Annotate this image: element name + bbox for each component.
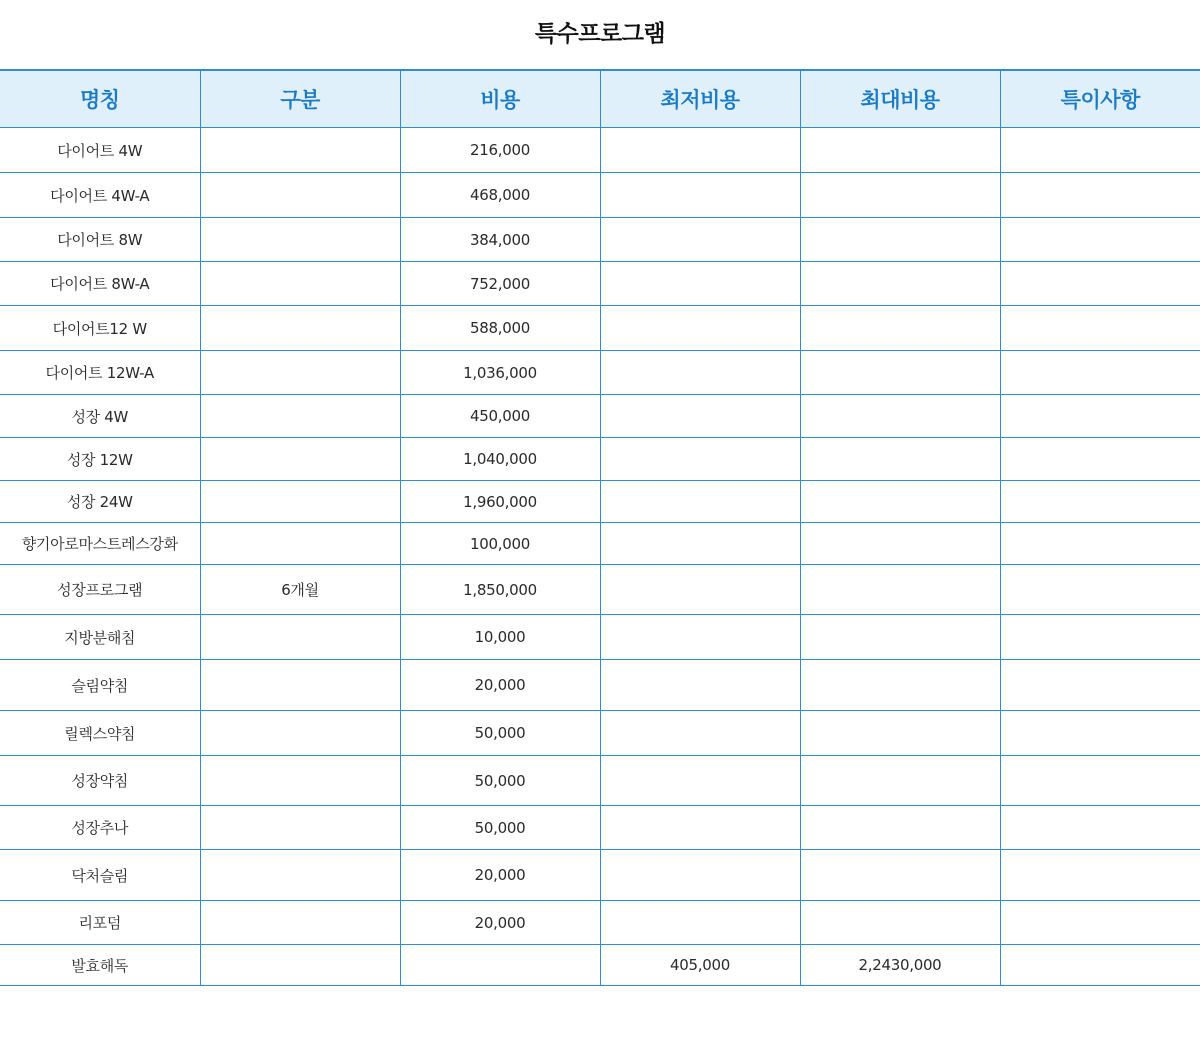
cell-name: 지방분해침 xyxy=(0,615,200,660)
cell-notes xyxy=(1000,523,1200,565)
cell-category xyxy=(200,615,400,660)
cell-name: 릴렉스약침 xyxy=(0,711,200,756)
cell-min-cost xyxy=(600,850,800,901)
table-row xyxy=(0,901,1200,945)
cell-notes xyxy=(1000,945,1200,986)
cell-name: 다이어트 8W xyxy=(0,218,200,262)
cell-max-cost: 2,2430,000 xyxy=(800,945,1000,986)
cell-cost: 100,000 xyxy=(400,523,600,565)
cell-cost: 752,000 xyxy=(400,262,600,306)
cell-min-cost xyxy=(600,565,800,615)
cell-min-cost xyxy=(600,901,800,945)
cell-notes xyxy=(1000,351,1200,395)
cell-category: 6개월 xyxy=(200,565,400,615)
cell-cost: 50,000 xyxy=(400,711,600,756)
cell-name: 성장추나 xyxy=(0,806,200,850)
cell-min-cost xyxy=(600,218,800,262)
cell-max-cost xyxy=(800,806,1000,850)
cell-cost: 1,850,000 xyxy=(400,565,600,615)
table-row xyxy=(0,351,1200,395)
cell-cost: 468,000 xyxy=(400,173,600,218)
cell-max-cost xyxy=(800,615,1000,660)
cell-category xyxy=(200,481,400,523)
cell-name: 향기아로마스트레스강화 xyxy=(0,523,200,565)
cell-max-cost xyxy=(800,351,1000,395)
cell-category xyxy=(200,660,400,711)
cell-name: 슬림약침 xyxy=(0,660,200,711)
cell-name: 다이어트 4W-A xyxy=(0,173,200,218)
cell-cost: 20,000 xyxy=(400,850,600,901)
table-row xyxy=(0,128,1200,173)
cell-min-cost xyxy=(600,173,800,218)
cell-cost: 450,000 xyxy=(400,395,600,438)
table-row xyxy=(0,523,1200,565)
cell-name: 다이어트 12W-A xyxy=(0,351,200,395)
cell-name: 성장 24W xyxy=(0,481,200,523)
cell-category xyxy=(200,173,400,218)
table-row xyxy=(0,306,1200,351)
cell-category xyxy=(200,945,400,986)
cell-min-cost xyxy=(600,481,800,523)
cell-notes xyxy=(1000,262,1200,306)
cell-notes xyxy=(1000,850,1200,901)
cell-notes xyxy=(1000,806,1200,850)
cell-min-cost xyxy=(600,262,800,306)
cell-name: 리포덤 xyxy=(0,901,200,945)
table-row xyxy=(0,945,1200,986)
cell-max-cost xyxy=(800,128,1000,173)
cell-cost xyxy=(400,945,600,986)
cell-cost: 1,960,000 xyxy=(400,481,600,523)
cell-category xyxy=(200,756,400,806)
cell-name: 성장 12W xyxy=(0,438,200,481)
table-row xyxy=(0,395,1200,438)
cell-name: 발효해독 xyxy=(0,945,200,986)
page-title: 특수프로그램 xyxy=(534,21,666,47)
cell-max-cost xyxy=(800,481,1000,523)
table-row xyxy=(0,481,1200,523)
cell-min-cost xyxy=(600,615,800,660)
header-notes: 특이사항 xyxy=(1000,70,1200,128)
table-header-row xyxy=(0,70,1200,128)
header-max-cost: 최대비용 xyxy=(800,70,1000,128)
cell-cost: 216,000 xyxy=(400,128,600,173)
cell-max-cost xyxy=(800,901,1000,945)
cell-min-cost: 405,000 xyxy=(600,945,800,986)
cell-notes xyxy=(1000,615,1200,660)
cell-notes xyxy=(1000,128,1200,173)
header-cost: 비용 xyxy=(400,70,600,128)
header-category: 구분 xyxy=(200,70,400,128)
table-row xyxy=(0,806,1200,850)
cell-category xyxy=(200,128,400,173)
cell-notes xyxy=(1000,756,1200,806)
cell-min-cost xyxy=(600,438,800,481)
cell-notes xyxy=(1000,711,1200,756)
cell-min-cost xyxy=(600,395,800,438)
cell-max-cost xyxy=(800,523,1000,565)
cell-min-cost xyxy=(600,351,800,395)
cell-min-cost xyxy=(600,711,800,756)
cell-notes xyxy=(1000,306,1200,351)
cell-max-cost xyxy=(800,262,1000,306)
cell-notes xyxy=(1000,395,1200,438)
cell-max-cost xyxy=(800,850,1000,901)
cell-max-cost xyxy=(800,438,1000,481)
price-table xyxy=(0,69,1200,986)
cell-category xyxy=(200,711,400,756)
cell-max-cost xyxy=(800,173,1000,218)
cell-min-cost xyxy=(600,306,800,351)
cell-category xyxy=(200,438,400,481)
cell-min-cost xyxy=(600,660,800,711)
cell-cost: 10,000 xyxy=(400,615,600,660)
cell-name: 다이어트12 W xyxy=(0,306,200,351)
cell-category xyxy=(200,523,400,565)
cell-notes xyxy=(1000,173,1200,218)
cell-name: 성장 4W xyxy=(0,395,200,438)
cell-max-cost xyxy=(800,565,1000,615)
cell-max-cost xyxy=(800,306,1000,351)
table-row xyxy=(0,173,1200,218)
cell-notes xyxy=(1000,660,1200,711)
cell-notes xyxy=(1000,481,1200,523)
cell-name: 성장약침 xyxy=(0,756,200,806)
cell-category xyxy=(200,806,400,850)
cell-category xyxy=(200,395,400,438)
cell-max-cost xyxy=(800,395,1000,438)
table-row xyxy=(0,438,1200,481)
cell-min-cost xyxy=(600,128,800,173)
cell-name: 다이어트 4W xyxy=(0,128,200,173)
table-row xyxy=(0,565,1200,615)
cell-cost: 20,000 xyxy=(400,660,600,711)
table-body xyxy=(0,128,1200,986)
cell-max-cost xyxy=(800,756,1000,806)
cell-category xyxy=(200,351,400,395)
table-row xyxy=(0,850,1200,901)
cell-max-cost xyxy=(800,660,1000,711)
cell-category xyxy=(200,306,400,351)
cell-min-cost xyxy=(600,756,800,806)
cell-max-cost xyxy=(800,218,1000,262)
table-row xyxy=(0,218,1200,262)
cell-cost: 50,000 xyxy=(400,806,600,850)
cell-cost: 1,036,000 xyxy=(400,351,600,395)
cell-cost: 20,000 xyxy=(400,901,600,945)
header-name: 명칭 xyxy=(0,70,200,128)
cell-cost: 50,000 xyxy=(400,756,600,806)
cell-category xyxy=(200,901,400,945)
cell-cost: 1,040,000 xyxy=(400,438,600,481)
cell-notes xyxy=(1000,438,1200,481)
header-min-cost: 최저비용 xyxy=(600,70,800,128)
cell-category xyxy=(200,218,400,262)
cell-notes xyxy=(1000,901,1200,945)
table-row xyxy=(0,262,1200,306)
cell-name: 성장프로그램 xyxy=(0,565,200,615)
cell-max-cost xyxy=(800,711,1000,756)
cell-notes xyxy=(1000,565,1200,615)
cell-name: 다이어트 8W-A xyxy=(0,262,200,306)
cell-cost: 384,000 xyxy=(400,218,600,262)
table-row xyxy=(0,615,1200,660)
cell-category xyxy=(200,262,400,306)
cell-min-cost xyxy=(600,806,800,850)
cell-name: 닥처슬림 xyxy=(0,850,200,901)
cell-category xyxy=(200,850,400,901)
table-row xyxy=(0,660,1200,711)
cell-min-cost xyxy=(600,523,800,565)
table-row xyxy=(0,756,1200,806)
table-row xyxy=(0,711,1200,756)
cell-notes xyxy=(1000,218,1200,262)
cell-cost: 588,000 xyxy=(400,306,600,351)
